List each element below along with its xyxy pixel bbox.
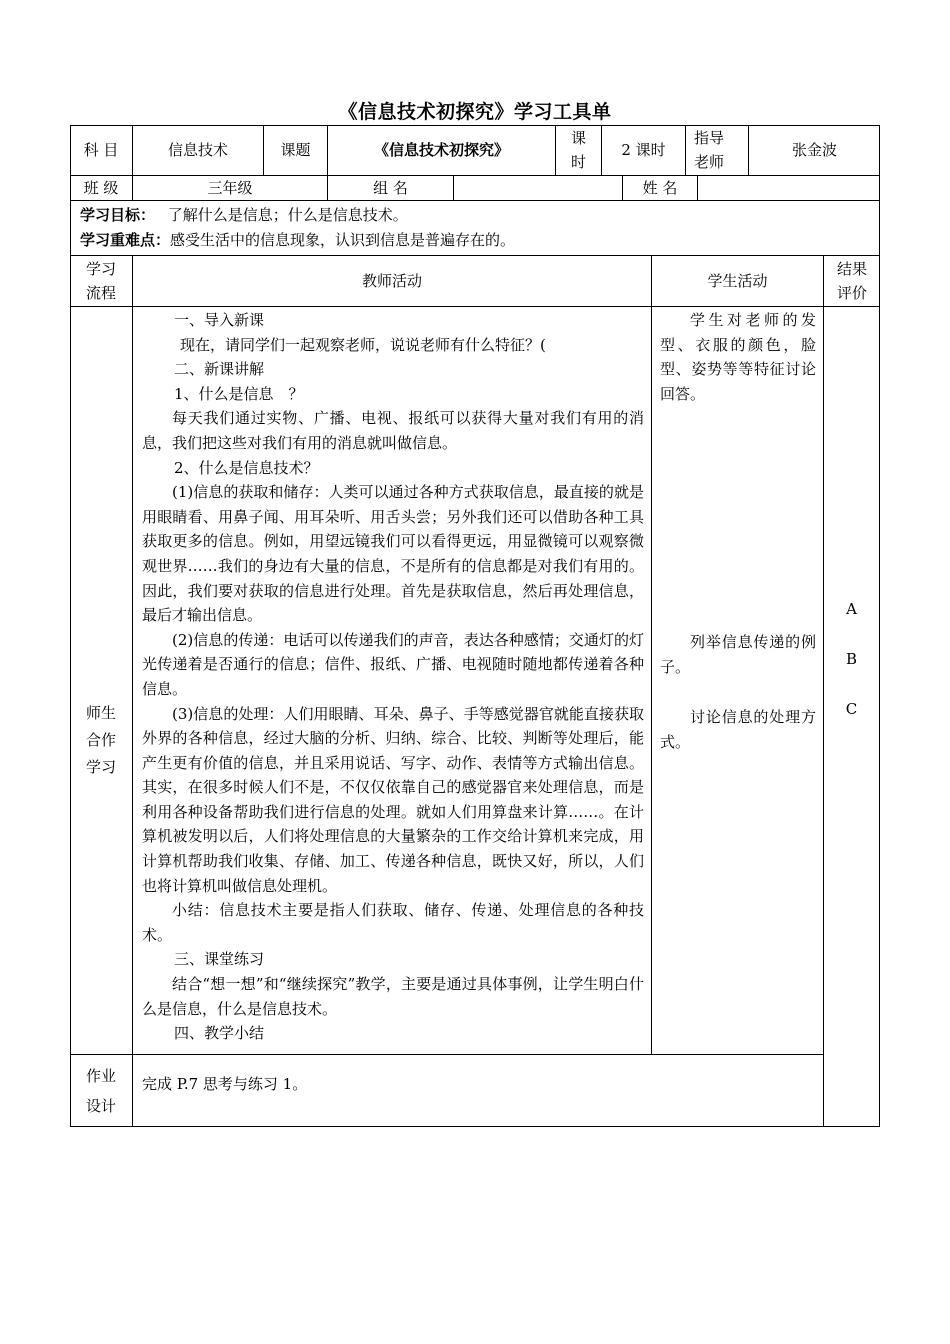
hours-label-line2: 时	[570, 153, 586, 171]
topic-label: 课题	[280, 141, 311, 159]
student-activity-2: 列举信息传递的例子。	[660, 633, 816, 676]
teacher-activity-content	[142, 308, 644, 1046]
teacher-value: 张金波	[791, 141, 837, 159]
goal-text: 了解什么是信息；什么是信息技术。	[167, 206, 408, 224]
question-1: 1、什么是信息 ？	[174, 384, 304, 403]
hours-label-line1: 课	[570, 129, 586, 147]
stage-label-line2: 合作	[85, 730, 116, 749]
subject-label: 科 目	[83, 141, 119, 159]
teacher-activity-header: 教师活动	[361, 272, 422, 290]
teacher-label-line2: 老师	[694, 153, 725, 171]
homework-label-line2: 设计	[85, 1097, 116, 1115]
stage-label	[70, 700, 132, 780]
name-label: 姓 名	[642, 178, 678, 197]
group-label: 组 名	[373, 178, 408, 197]
paragraph-transmit: (2)信息的传递：电话可以传递我们的声音，表达各种感情；交通灯的灯光传递着是否通行的信息；信件、报纸、广播、电视随时随地都传递着各种信息。	[142, 630, 644, 698]
teacher-label-line1: 指导	[694, 129, 725, 147]
section-1-text: 现在，请同学们一起观察老师，说说老师有什么特征？(	[180, 335, 546, 354]
section-3-text: 结合“想一想”和“继续探究”教学，主要是通过具体事例，让学生明白什么是信息，什么是信息技术。	[142, 975, 644, 1018]
subject-value: 信息技术	[167, 141, 228, 159]
homework-label-line1: 作业	[85, 1067, 116, 1085]
process-header-line2: 流程	[85, 284, 116, 302]
key-point-text: 感受生活中的信息现象，认识到信息是普遍存在的。	[170, 231, 516, 249]
goal-label: 学习目标：	[80, 206, 156, 224]
document-title: 《信息技术初探究》学习工具单	[338, 101, 612, 123]
section-3-heading: 三、课堂练习	[174, 950, 265, 969]
student-activity-header: 学生活动	[707, 272, 768, 290]
section-1-heading: 一、导入新课	[174, 311, 265, 329]
process-header-line1: 学习	[85, 260, 116, 278]
class-label: 班 级	[83, 178, 119, 197]
evaluation-header	[824, 256, 880, 306]
key-point-label: 学习重难点：	[80, 231, 171, 249]
goals-block	[80, 203, 870, 253]
process-header	[70, 256, 132, 306]
student-activity-3: 讨论信息的处理方式。	[660, 708, 816, 751]
summary-text: 小结：信息技术主要是指人们获取、储存、传递、处理信息的各种技术。	[142, 901, 644, 944]
evaluation-option-c: C	[845, 700, 858, 718]
goal-line	[80, 203, 870, 228]
section-2-heading: 二、新课讲解	[174, 360, 265, 379]
stage-label-line1: 师生	[85, 703, 116, 722]
evaluation-option-a: A	[846, 600, 857, 618]
homework-text: 完成 P.7 思考与练习 1。	[142, 1075, 308, 1093]
section-4-heading: 四、教学小结	[174, 1024, 265, 1043]
paragraph-acquire-store: (1)信息的获取和储存：人类可以通过各种方式获取信息，最直接的就是用眼睛看、用鼻子闻、用耳朵听、用舌头尝；另外我们还可以借助各种工具获取更多的信息。例如，用望远镜我们可以看得更远，用显微镜可以观察微观世界……我们的身边有大量的信息，不是所有的信息都是对我们有用的。因此，我们要对获取的信息进行处理。首先是获取信息，然后再处理信息，最后才输出信息。	[142, 483, 644, 625]
evaluation-header-line2: 评价	[836, 284, 867, 302]
topic-value: 《信息技术初探究》	[373, 141, 509, 159]
key-point-line	[80, 228, 870, 253]
student-activity-1: 学生对老师的发型、衣服的颜色，脸型、姿势等等特征讨论回答。	[660, 311, 816, 403]
group-value-field[interactable]	[454, 175, 622, 200]
evaluation-option-b: B	[845, 650, 858, 668]
homework-label	[70, 1055, 132, 1127]
class-value: 三年级	[207, 178, 253, 197]
question-1-text: 每天我们通过实物、广播、电视、报纸可以获得大量对我们有用的消息，我们把这些对我们有用的消息就叫做信息。	[142, 409, 644, 452]
paragraph-process: (3)信息的处理：人们用眼睛、耳朵、鼻子、手等感觉器官就能直接获取外界的各种信息，经过大脑的分析、归纳、综合、比较、判断等处理后，能产生更有价值的信息，并且采用说话、写字、动作、表情等方式输出信息。其实，在很多时候人们不是，不仅仅依靠自己的感觉器官来处理信息，而是利用各种设备帮助我们进行信息的处理。就如人们用算盘来计算……。在计算机被发明以后，人们将处理信息的大量繁杂的工作交给计算机来完成，用计算机帮助我们收集、存储、加工、传递各种信息，既快又好，所以，人们也将计算机叫做信息处理机。	[142, 704, 644, 895]
evaluation-header-line1: 结果	[836, 260, 867, 278]
stage-label-line3: 学习	[85, 757, 116, 776]
hours-label	[556, 125, 601, 175]
hours-value: 2 课时	[621, 141, 666, 159]
question-2: 2、什么是信息技术？	[174, 458, 319, 477]
teacher-label	[686, 125, 748, 175]
name-value-field[interactable]	[698, 175, 880, 200]
